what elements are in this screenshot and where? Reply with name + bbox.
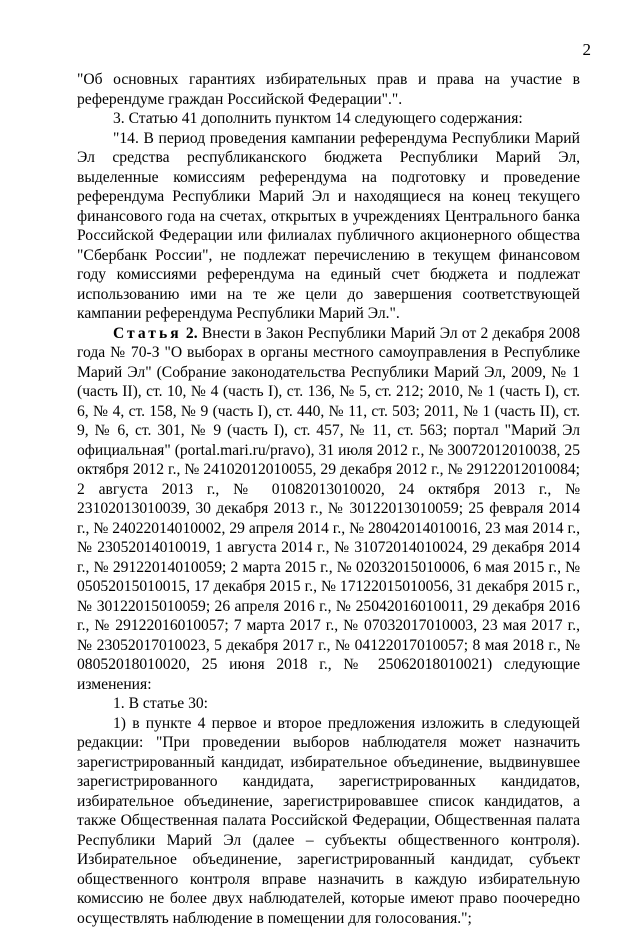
article-2-paragraph [77, 324, 580, 695]
paragraph-point-14: "14. В период проведения кампании референдума Республики Марий Эл средства республиканского бюджета Республики Марий Эл, выделенные комиссиям референдума на подготовку и проведение референдума Республики Марий Эл и находящиеся на конец текущего финансового года на счетах, открытых в учреждениях Центрального банка Российской Федерации или филиалах публичного акционерного общества "Сбербанк России", не подлежат перечислению в текущем финансовом году комиссиями референдума на единый счет бюджета и подлежат использованию ими на те же цели до завершения соответствующей кампании референдума Республики Марий Эл.". [77, 129, 580, 324]
document-body [77, 70, 580, 928]
paragraph-item-3: 3. Статью 41 дополнить пунктом 14 следующего содержания: [77, 109, 580, 129]
paragraph-subitem-1: 1) в пункте 4 первое и второе предложения изложить в следующей редакции: "При проведении выборов наблюдателя может назначить зарегистрированный кандидат, избирательное объединение, выдвинувшее зарегистрированного кандидата, зарегистрированных кандидатов, избирательное объединение, зарегистрировавшее список кандидатов, а также Общественная палата Российской Федерации, Общественная палата Республики Марий Эл (далее – субъекты общественного контроля). Избирательное объединение, зарегистрированный кандидат, субъект общественного контроля вправе назначить в каждую избирательную комиссию не более двух наблюдателей, которые имеют право поочередно осуществлять наблюдение в помещении для голосования."; [77, 714, 580, 928]
article-2-title: Статья [113, 325, 182, 342]
article-2-text: Внести в Закон Республики Марий Эл от 2 декабря 2008 года № 70-З "О выборах в органы местного самоуправления в Республике Марий Эл" (Собрание законодательства Республики Марий Эл, 2009, № 1 (часть II), ст. 10, № 4 (часть I), ст. 136, № 5, ст. 212; 2010, № 1 (часть I), ст. 6, № 4, ст. 158, № 9 (часть I), ст. 440, № 11, ст. 503; 2011, № 1 (часть II), ст. 9, № 6, ст. 301, № 9 (часть I), ст. 457, № 11, ст. 563; портал "Марий Эл официальная" (portal.mari.ru/pravo), 31 июля 2012 г., № 30072012010038, 25 октября 2012 г., № 24102012010055, 29 декабря 2012 г., № 29122012010084; 2 августа 2013 г., № 01082013010020, 24 октября 2013 г., № 23102013010039, 30 декабря 2013 г., № 30122013010059; 25 февраля 2014 г., № 24022014010002, 29 апреля 2014 г., № 28042014010016, 23 мая 2014 г., № 23052014010019, 1 августа 2014 г., № 31072014010024, 29 декабря 2014 г., № 29122014010059; 2 марта 2015 г., № 02032015010006, 6 мая 2015 г., № 05052015010015, 17 декабря 2015 г., № 17122015010056, 31 декабря 2015 г., № 30122015010059; 26 апреля 2016 г., № 25042016010011, 29 декабря 2016 г., № 29122016010057; 7 марта 2017 г., № 07032017010003, 23 мая 2017 г., № 23052017010023, 5 декабря 2017 г., № 04122017010057; 8 мая 2018 г., № 08052018010020, 25 июня 2018 г., № 25062018010021) следующие изменения: [77, 325, 580, 693]
page-number: 2 [561, 40, 591, 60]
paragraph-article-30: 1. В статье 30: [77, 694, 580, 714]
paragraph-quote-end: "Об основных гарантиях избирательных прав и права на участие в референдуме граждан Российской Федерации".". [77, 70, 580, 109]
article-2-number: 2. [186, 325, 198, 342]
